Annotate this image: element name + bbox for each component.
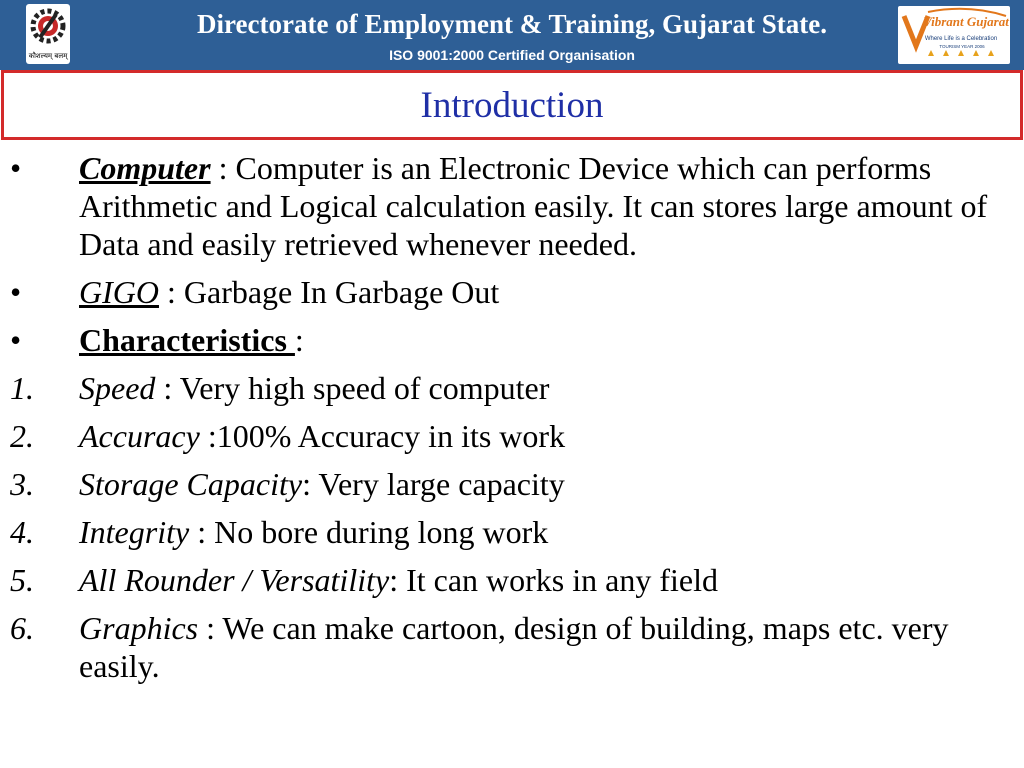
term-separator: :: [158, 274, 184, 310]
characteristic-text: : Very high speed of computer: [155, 370, 550, 406]
characteristic-speed: [0, 369, 1024, 407]
header-title: Directorate of Employment & Training, Gujarat State.: [197, 9, 827, 39]
vibrant-gujarat-logo: [898, 6, 1010, 64]
characteristic-storage-capacity: [0, 465, 1024, 503]
header-banner: [0, 0, 1024, 70]
list-number: 1.: [10, 370, 34, 406]
characteristic-term: Speed: [79, 370, 156, 406]
characteristic-text: : It can works in any field: [389, 562, 718, 598]
characteristic-graphics: [0, 609, 1024, 685]
slide-title: Introduction: [420, 85, 604, 126]
bullet-characteristics: [0, 321, 1024, 359]
emblem-caption: कौशल्यम् बलम्: [28, 52, 68, 60]
characteristic-term: All Rounder / Versatility: [79, 562, 390, 598]
characteristic-accuracy: [0, 417, 1024, 455]
term-computer: Computer: [79, 150, 211, 186]
slide-content: [0, 149, 1024, 695]
list-number: 3.: [10, 466, 34, 502]
bullet-marker: •: [10, 150, 22, 186]
definition-gigo: Garbage In Garbage Out: [183, 274, 500, 310]
vibrant-gujarat-tagline: Where Life is a Celebration: [924, 36, 998, 42]
header-subtitle: ISO 9001:2000 Certified Organisation: [389, 47, 635, 63]
term-separator: :: [294, 322, 304, 358]
characteristic-text: : Very large capacity: [302, 466, 565, 502]
list-number: 4.: [10, 514, 34, 550]
bullet-marker: •: [10, 322, 22, 358]
list-number: 5.: [10, 562, 34, 598]
list-number: 2.: [10, 418, 34, 454]
characteristic-term: Integrity: [79, 514, 190, 550]
characteristic-text: : No bore during long work: [189, 514, 549, 550]
bullet-marker: •: [10, 274, 22, 310]
bullet-computer: [0, 149, 1024, 263]
vibrant-gujarat-note: TOURISM YEAR 2006: [939, 44, 985, 49]
vibrant-gujarat-name: Vibrant Gujarat: [923, 14, 1009, 29]
definition-computer: Computer is an Electronic Device which can performs Arithmetic and Logical calculation easily. It can stores large amount of Data and easily retrieved whenever needed.: [79, 150, 988, 262]
list-number: 6.: [10, 610, 34, 646]
characteristic-term: Storage Capacity: [79, 466, 303, 502]
term-separator: :: [210, 150, 236, 186]
slide-title-box: [1, 70, 1023, 140]
characteristic-text: :100% Accuracy in its work: [199, 418, 566, 454]
characteristic-text: : We can make cartoon, design of building, maps etc. very easily.: [79, 610, 949, 684]
bullet-gigo: [0, 273, 1024, 311]
term-characteristics: Characteristics: [79, 322, 295, 358]
term-gigo: GIGO: [79, 274, 159, 310]
characteristic-term: Graphics: [79, 610, 199, 646]
characteristic-versatility: [0, 561, 1024, 599]
characteristic-term: Accuracy: [79, 418, 200, 454]
characteristic-integrity: [0, 513, 1024, 551]
